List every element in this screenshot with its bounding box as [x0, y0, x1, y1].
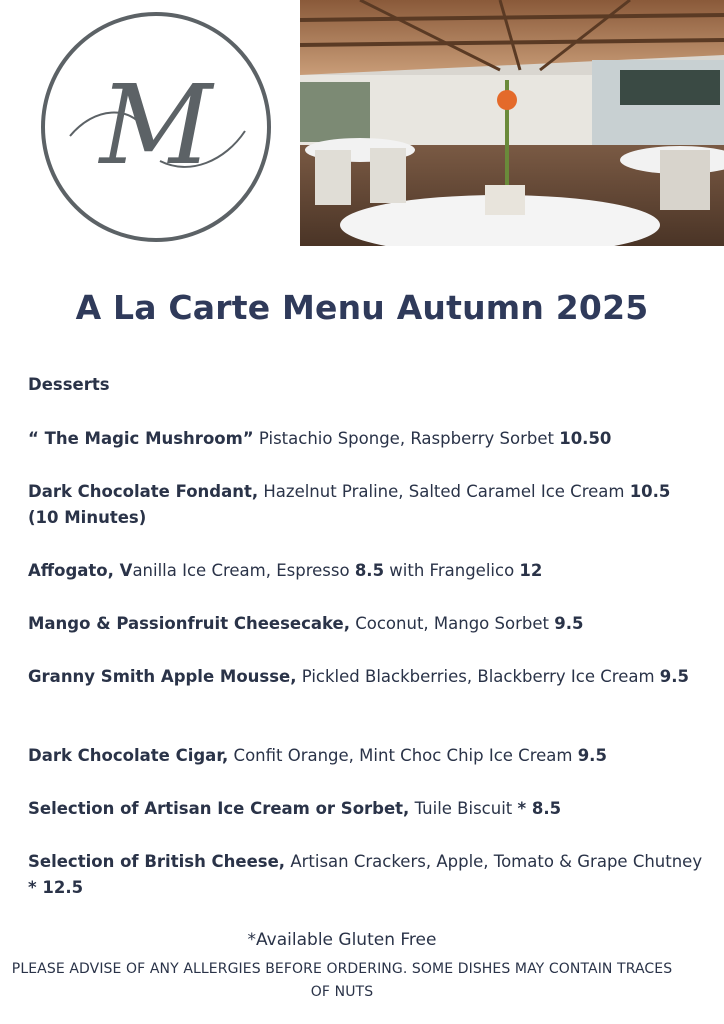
restaurant-photo — [300, 0, 724, 246]
item-price: 9.5 — [554, 614, 584, 633]
item-name: “ The Magic Mushroom” — [28, 429, 254, 448]
item-name: Dark Chocolate Fondant, — [28, 482, 259, 501]
item-name: Affogato, V — [28, 561, 133, 580]
item-price-extra: 12 — [519, 561, 543, 580]
item-price: 9.5 — [659, 667, 690, 686]
item-price: 10.50 — [559, 429, 612, 448]
item-price: 8.5 — [354, 561, 385, 580]
logo-letter: M — [99, 61, 213, 189]
item-name: Selection of British Cheese, — [28, 852, 286, 871]
menu-item — [28, 664, 708, 690]
section-heading: Desserts — [28, 375, 110, 394]
menu-item — [28, 849, 708, 901]
item-price: * 12.5 — [28, 878, 84, 897]
menu-title: A La Carte Menu Autumn 2025 — [75, 288, 649, 327]
item-description: Coconut, Mango Sorbet — [350, 614, 555, 633]
menu-item — [28, 743, 708, 769]
item-description: Pickled Blackberries, Blackberry Ice Cream — [296, 667, 660, 686]
item-description: Tuile Biscuit — [409, 799, 518, 818]
gluten-free-note: *Available Gluten Free — [247, 930, 437, 950]
menu-item — [28, 479, 708, 531]
menu-item — [28, 558, 708, 584]
item-price: 10.5 — [629, 482, 671, 501]
menu-item — [28, 611, 708, 637]
allergy-notice: PLEASE ADVISE OF ANY ALLERGIES BEFORE ORDERING. SOME DISHES MAY CONTAIN TRACES OF NUTS — [11, 961, 673, 1000]
item-name: Mango & Passionfruit Cheesecake, — [28, 614, 350, 633]
item-description: Hazelnut Praline, Salted Caramel Ice Cream — [258, 482, 630, 501]
restaurant-logo — [40, 11, 272, 243]
item-description: Pistachio Sponge, Raspberry Sorbet — [253, 429, 560, 448]
item-price: 9.5 — [577, 746, 607, 765]
item-name: Granny Smith Apple Mousse, — [28, 667, 297, 686]
menu-item — [28, 426, 708, 452]
item-description-extra: with Frangelico — [384, 561, 520, 580]
item-name: Dark Chocolate Cigar, — [28, 746, 229, 765]
menu-item — [28, 796, 708, 822]
item-note: (10 Minutes) — [28, 508, 147, 527]
item-price: * 8.5 — [517, 799, 562, 818]
item-description: Artisan Crackers, Apple, Tomato & Grape Chutney — [285, 852, 703, 871]
item-description: Confit Orange, Mint Choc Chip Ice Cream — [228, 746, 578, 765]
item-description: anilla Ice Cream, Espresso — [132, 561, 355, 580]
item-name: Selection of Artisan Ice Cream or Sorbet, — [28, 799, 410, 818]
